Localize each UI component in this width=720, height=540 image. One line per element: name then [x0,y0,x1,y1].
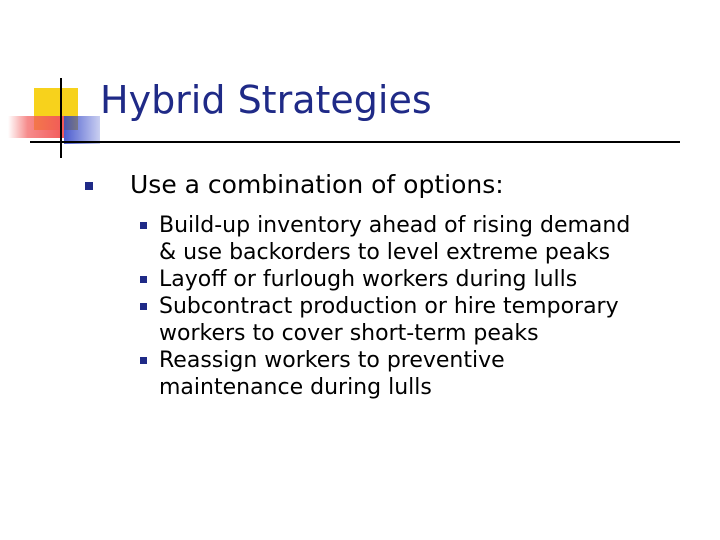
decorative-logo-graphic [0,0,110,170]
sub-bullet-item [140,212,700,266]
sub-bullet-text: Reassign workers to preventive maintenance during lulls [159,348,505,400]
sub-bullet-text: Layoff or furlough workers during lulls [159,267,578,292]
main-bullet-text: Use a combination of options: [130,170,504,199]
sub-bullet-item [140,347,700,401]
sub-bullet-text: Build-up inventory ahead of rising demand & use backorders to level extreme peaks [159,213,631,265]
square-bullet-icon [140,357,147,364]
square-bullet-icon [85,182,93,190]
sub-bullet-list [140,212,700,401]
square-bullet-icon [140,303,147,310]
square-bullet-icon [140,222,147,229]
sub-bullet-text: Subcontract production or hire temporary workers to cover short-term peaks [159,294,619,346]
square-bullet-icon [140,276,147,283]
title-divider [30,141,680,143]
slide-title: Hybrid Strategies [100,78,432,122]
sub-bullet-item [140,293,700,347]
sub-bullet-item [140,266,700,293]
